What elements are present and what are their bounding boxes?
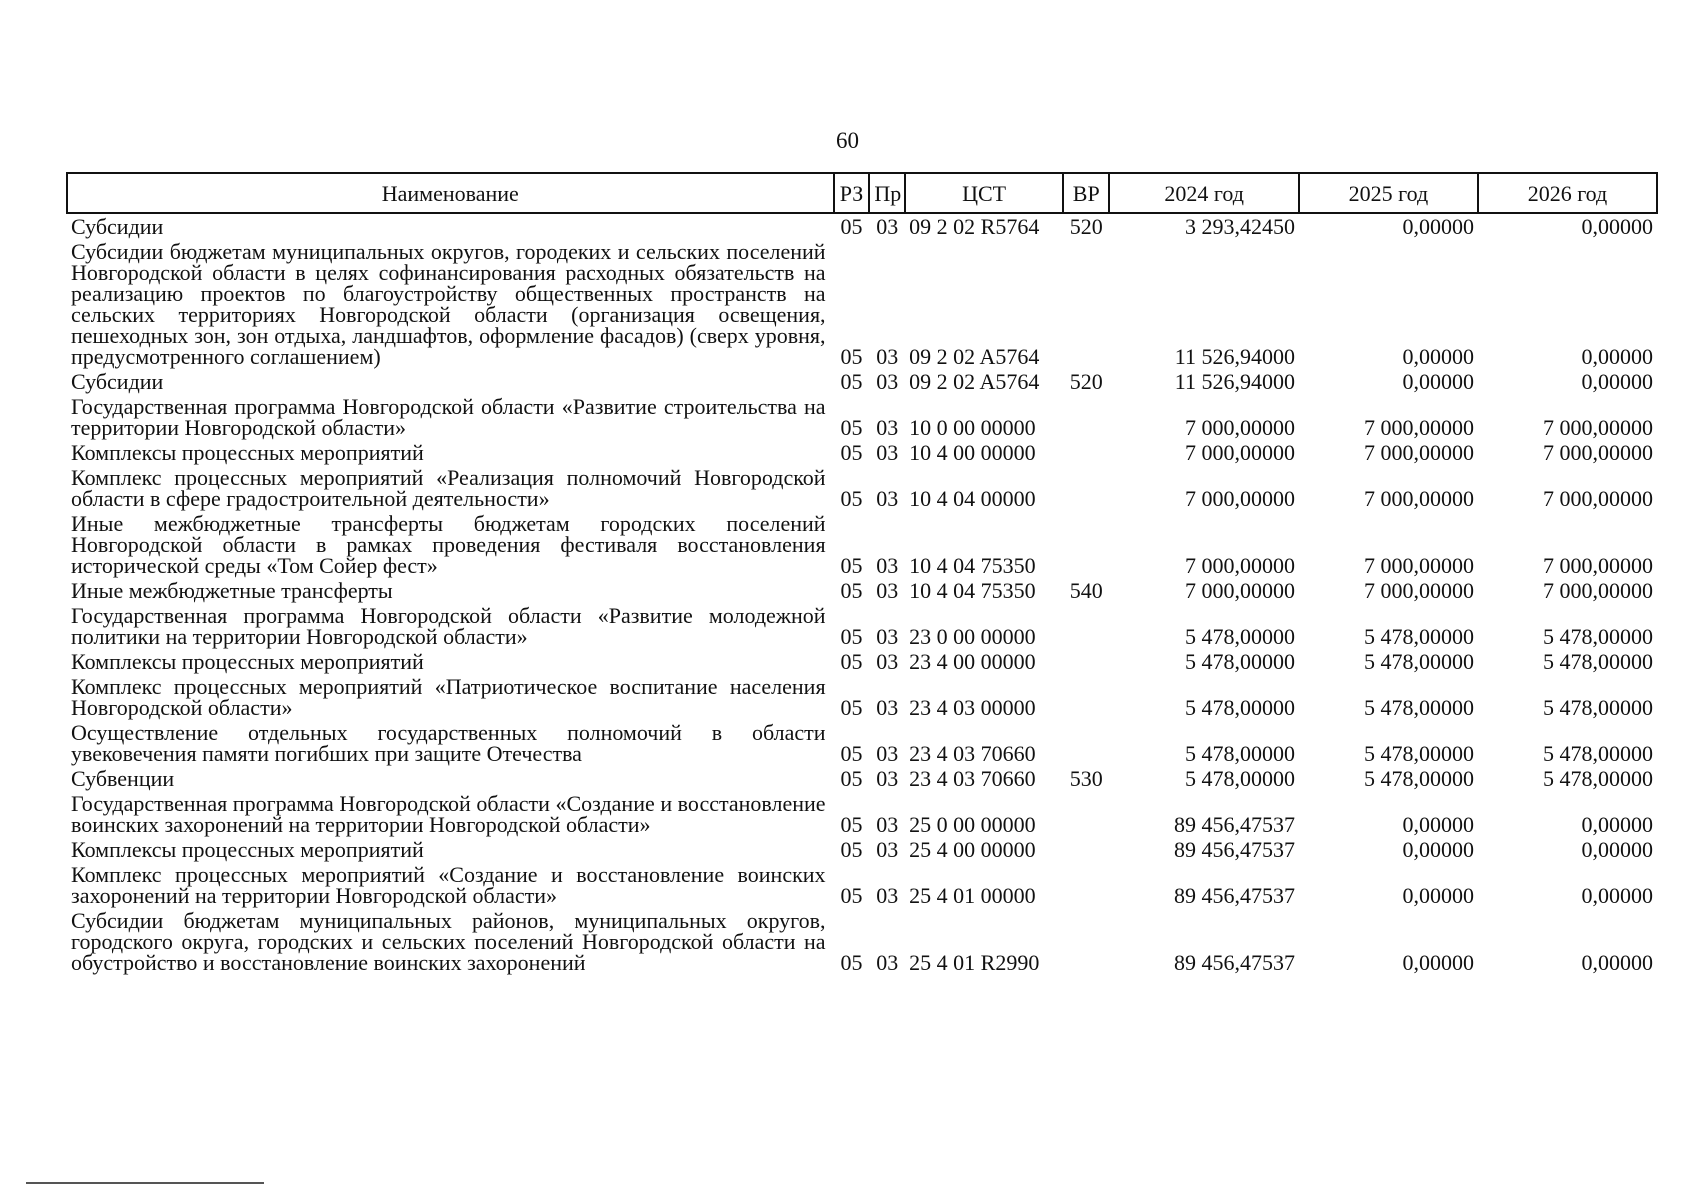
row-amount-2025: 7 000,00000	[1363, 553, 1474, 578]
header-name: Наименование	[67, 173, 834, 213]
row-name: Комплексы процессных мероприятий	[71, 440, 424, 465]
row-amount-2024: 5 478,00000	[1184, 695, 1295, 720]
row-cst: 25 4 01 00000	[909, 883, 1036, 908]
header-cst: ЦСТ	[905, 173, 1063, 213]
row-amount-2024: 5 478,00000	[1184, 649, 1295, 674]
row-name: Государственная программа Новгородской области «Развитие молодежной политики на территории Новгородской области»	[71, 603, 826, 649]
row-amount-2025: 7 000,00000	[1363, 415, 1474, 440]
row-rz: 05	[840, 578, 863, 603]
row-vr	[1063, 649, 1109, 674]
row-amount-2025: 7 000,00000	[1363, 578, 1474, 603]
row-amount-2024: 7 000,00000	[1184, 415, 1295, 440]
row-amount-2026: 0,00000	[1581, 950, 1653, 975]
row-cst: 23 0 00 00000	[909, 624, 1036, 649]
row-cst: 23 4 03 70660	[909, 741, 1036, 766]
row-rz: 05	[840, 766, 863, 791]
row-cst: 23 4 03 00000	[909, 695, 1036, 720]
row-pr: 03	[876, 812, 899, 837]
row-rz: 05	[840, 553, 863, 578]
row-cst: 09 2 02 A5764	[909, 344, 1040, 369]
table-row	[67, 369, 1657, 394]
row-vr	[1063, 239, 1109, 369]
row-name: Субсидии	[71, 369, 164, 394]
row-cst: 09 2 02 A5764	[909, 369, 1040, 394]
row-pr: 03	[876, 440, 899, 465]
row-amount-2025: 5 478,00000	[1363, 695, 1474, 720]
row-amount-2026: 5 478,00000	[1543, 741, 1653, 766]
table-row	[67, 213, 1657, 239]
row-rz: 05	[840, 415, 863, 440]
row-pr: 03	[876, 649, 899, 674]
row-amount-2026: 7 000,00000	[1543, 553, 1653, 578]
table-row	[67, 908, 1657, 975]
row-cst: 10 4 04 00000	[909, 486, 1036, 511]
row-amount-2024: 7 000,00000	[1184, 578, 1295, 603]
table-row	[67, 578, 1657, 603]
header-vr: ВР	[1063, 173, 1109, 213]
row-amount-2025: 0,00000	[1402, 883, 1474, 908]
header-2024: 2024 год	[1109, 173, 1299, 213]
row-name: Комплекс процессных мероприятий «Патриотическое воспитание населения Новгородской области»	[71, 674, 826, 720]
row-amount-2024: 7 000,00000	[1184, 440, 1295, 465]
table-row	[67, 674, 1657, 720]
row-pr: 03	[876, 766, 899, 791]
row-amount-2026: 5 478,00000	[1543, 624, 1653, 649]
row-name: Иные межбюджетные трансферты	[71, 578, 393, 603]
table-body	[67, 213, 1657, 975]
table-row	[67, 603, 1657, 649]
row-name: Субвенции	[71, 766, 175, 791]
row-amount-2026: 5 478,00000	[1543, 649, 1653, 674]
row-cst: 10 4 04 75350	[909, 578, 1036, 603]
row-vr	[1063, 603, 1109, 649]
budget-table	[66, 172, 1658, 975]
row-cst: 25 4 01 R2990	[909, 950, 1040, 975]
row-vr	[1063, 394, 1109, 440]
row-amount-2025: 0,00000	[1402, 344, 1474, 369]
row-amount-2025: 0,00000	[1402, 950, 1474, 975]
row-amount-2024: 5 478,00000	[1184, 741, 1295, 766]
row-amount-2024: 89 456,47537	[1173, 812, 1295, 837]
row-vr: 540	[1069, 578, 1103, 603]
row-name: Комплекс процессных мероприятий «Реализация полномочий Новгородской области в сфере градостроительной деятельности»	[71, 465, 826, 511]
row-amount-2024: 89 456,47537	[1173, 837, 1295, 862]
header-2026: 2026 год	[1478, 173, 1657, 213]
table-row	[67, 394, 1657, 440]
table-header-row	[67, 173, 1657, 213]
row-pr: 03	[876, 486, 899, 511]
row-vr: 530	[1069, 766, 1103, 791]
row-rz: 05	[840, 812, 863, 837]
row-name: Иные межбюджетные трансферты бюджетам городских поселений Новгородской области в рамках проведения фестиваля восстановления исторической среды «Том Сойер фест»	[71, 511, 826, 578]
table-row	[67, 440, 1657, 465]
row-rz: 05	[840, 695, 863, 720]
row-amount-2024: 3 293,42450	[1184, 214, 1295, 239]
row-amount-2024: 5 478,00000	[1184, 766, 1295, 791]
row-name: Субсидии	[71, 214, 164, 239]
table-row	[67, 766, 1657, 791]
row-amount-2024: 7 000,00000	[1184, 553, 1295, 578]
row-vr	[1063, 511, 1109, 578]
row-vr	[1063, 791, 1109, 837]
row-amount-2025: 7 000,00000	[1363, 440, 1474, 465]
row-pr: 03	[876, 369, 899, 394]
row-amount-2025: 0,00000	[1402, 837, 1474, 862]
row-amount-2026: 7 000,00000	[1543, 486, 1653, 511]
row-cst: 10 4 04 75350	[909, 553, 1036, 578]
header-2025: 2025 год	[1299, 173, 1478, 213]
row-rz: 05	[840, 440, 863, 465]
row-amount-2024: 11 526,94000	[1174, 369, 1295, 394]
row-rz: 05	[840, 950, 863, 975]
row-cst: 10 4 00 00000	[909, 440, 1036, 465]
row-amount-2025: 5 478,00000	[1363, 741, 1474, 766]
row-rz: 05	[840, 344, 863, 369]
table-row	[67, 837, 1657, 862]
row-amount-2024: 89 456,47537	[1173, 883, 1295, 908]
row-vr	[1063, 440, 1109, 465]
row-amount-2025: 5 478,00000	[1363, 624, 1474, 649]
row-name: Субсидии бюджетам муниципальных округов, городеких и сельских поселений Новгородской области в целях софинансирования расходных обязательств на реализацию проектов по благоустройству общественных пространств на сельских территориях Новгородской области (организация освещения, пешеходных зон, зон отдыха, ландшафтов, оформление фасадов) (сверх уровня, предусмотренного соглашением)	[71, 239, 826, 369]
row-rz: 05	[840, 837, 863, 862]
row-amount-2024: 5 478,00000	[1184, 624, 1295, 649]
row-pr: 03	[876, 553, 899, 578]
row-vr	[1063, 837, 1109, 862]
row-amount-2026: 5 478,00000	[1543, 766, 1653, 791]
table-row	[67, 791, 1657, 837]
row-rz: 05	[840, 214, 863, 239]
row-pr: 03	[876, 415, 899, 440]
row-pr: 03	[876, 950, 899, 975]
footer-divider	[26, 1182, 264, 1184]
row-cst: 25 4 00 00000	[909, 837, 1036, 862]
row-amount-2026: 0,00000	[1581, 883, 1653, 908]
row-cst: 25 0 00 00000	[909, 812, 1036, 837]
row-amount-2026: 7 000,00000	[1543, 440, 1653, 465]
row-rz: 05	[840, 624, 863, 649]
table-row	[67, 465, 1657, 511]
row-amount-2025: 0,00000	[1402, 214, 1474, 239]
table-row	[67, 239, 1657, 369]
row-amount-2025: 5 478,00000	[1363, 649, 1474, 674]
row-amount-2026: 0,00000	[1581, 344, 1653, 369]
table-row	[67, 862, 1657, 908]
row-amount-2024: 11 526,94000	[1174, 344, 1295, 369]
row-cst: 10 0 00 00000	[909, 415, 1036, 440]
row-cst: 23 4 03 70660	[909, 766, 1036, 791]
row-pr: 03	[876, 695, 899, 720]
row-vr	[1063, 908, 1109, 975]
row-rz: 05	[840, 741, 863, 766]
row-vr	[1063, 720, 1109, 766]
row-amount-2026: 0,00000	[1581, 369, 1653, 394]
row-amount-2024: 7 000,00000	[1184, 486, 1295, 511]
row-amount-2026: 7 000,00000	[1543, 415, 1653, 440]
row-amount-2025: 7 000,00000	[1363, 486, 1474, 511]
row-amount-2025: 0,00000	[1402, 369, 1474, 394]
row-vr	[1063, 674, 1109, 720]
row-rz: 05	[840, 649, 863, 674]
row-name: Субсидии бюджетам муниципальных районов, муниципальных округов, городского округа, городских и сельских поселений Новгородской области на обустройство и восстановление воинских захоронений	[71, 908, 826, 975]
row-name: Осуществление отдельных государственных полномочий в области увековечения памяти погибших при защите Отечества	[71, 720, 826, 766]
page-number: 60	[836, 128, 859, 153]
table-row	[67, 649, 1657, 674]
row-name: Комплексы процессных мероприятий	[71, 649, 424, 674]
row-name: Государственная программа Новгородской области «Создание и восстановление воинских захоронений на территории Новгородской области»	[71, 791, 826, 837]
row-amount-2026: 0,00000	[1581, 214, 1653, 239]
row-amount-2026: 5 478,00000	[1543, 695, 1653, 720]
table-row	[67, 720, 1657, 766]
row-rz: 05	[840, 883, 863, 908]
row-pr: 03	[876, 578, 899, 603]
row-rz: 05	[840, 486, 863, 511]
row-cst: 23 4 00 00000	[909, 649, 1036, 674]
row-vr: 520	[1069, 369, 1103, 394]
header-pr: Пр	[869, 173, 905, 213]
row-cst: 09 2 02 R5764	[909, 214, 1040, 239]
row-amount-2024: 89 456,47537	[1173, 950, 1295, 975]
row-name: Комплекс процессных мероприятий «Создание и восстановление воинских захоронений на территории Новгородской области»	[71, 862, 826, 908]
row-rz: 05	[840, 369, 863, 394]
table-row	[67, 511, 1657, 578]
header-rz: РЗ	[834, 173, 870, 213]
row-amount-2025: 5 478,00000	[1363, 766, 1474, 791]
row-pr: 03	[876, 344, 899, 369]
row-pr: 03	[876, 837, 899, 862]
row-pr: 03	[876, 883, 899, 908]
row-pr: 03	[876, 741, 899, 766]
row-pr: 03	[876, 214, 899, 239]
row-name: Комплексы процессных мероприятий	[71, 837, 424, 862]
row-vr: 520	[1069, 214, 1103, 239]
row-vr	[1063, 862, 1109, 908]
row-name: Государственная программа Новгородской области «Развитие строительства на территории Новгородской области»	[71, 394, 826, 440]
row-amount-2026: 0,00000	[1581, 837, 1653, 862]
row-amount-2026: 7 000,00000	[1543, 578, 1653, 603]
row-amount-2025: 0,00000	[1402, 812, 1474, 837]
row-pr: 03	[876, 624, 899, 649]
row-amount-2026: 0,00000	[1581, 812, 1653, 837]
row-vr	[1063, 465, 1109, 511]
